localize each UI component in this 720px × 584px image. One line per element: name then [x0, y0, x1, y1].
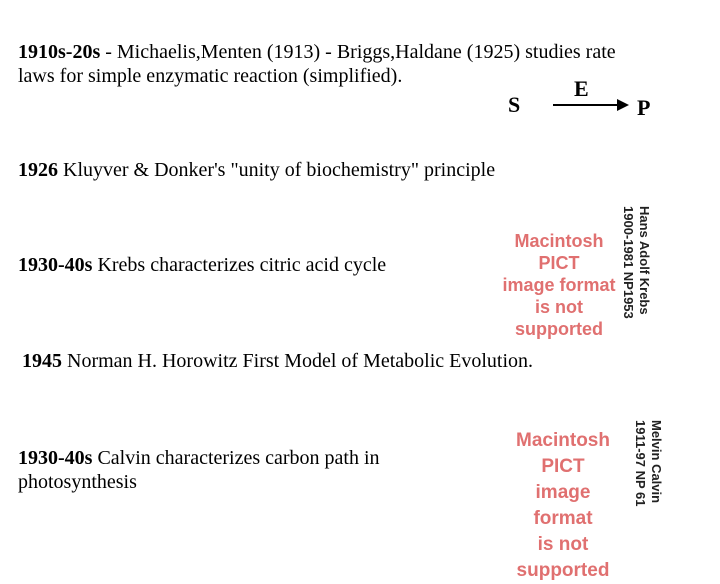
calvin-text: Calvin characterizes carbon path in [92, 447, 380, 469]
kluyver-donker-text: Kluyver & Donker's "unity of biochemistry" principle [58, 159, 496, 181]
caption-name: Hans Adolf Krebs [637, 206, 652, 315]
pict-line: image format [502, 275, 616, 295]
year-1930-40s-krebs: 1930-40s [18, 254, 93, 276]
substrate-label: S [508, 92, 521, 117]
pict-line: Macintosh PICT [516, 430, 610, 477]
history-line-1910s [18, 40, 616, 64]
history-line-krebs [18, 253, 386, 277]
michaelis-menten-text: - Michaelis,Menten (1913) - Briggs,Haldane (1925) studies rate [100, 41, 616, 63]
history-line-1945 [22, 349, 533, 373]
caption-dates: 1911-97 NP 61 [633, 420, 648, 507]
calvin-caption [632, 420, 664, 507]
history-line-calvin [18, 446, 380, 470]
history-line-1910s-cont [18, 64, 402, 88]
caption-dates: 1900-1981 NP1953 [621, 206, 636, 319]
pict-line: Macintosh PICT [514, 231, 604, 273]
krebs-text: Krebs characterizes citric acid cycle [92, 254, 387, 276]
calvin-pict-placeholder [504, 428, 622, 584]
pict-line: is not supported [516, 534, 610, 581]
caption-name: Melvin Calvin [649, 420, 664, 504]
horowitz-text: Norman H. Horowitz First Model of Metabolic Evolution. [62, 350, 534, 372]
year-1930-40s-calvin: 1930-40s [18, 447, 93, 469]
krebs-caption [620, 206, 652, 319]
year-1926: 1926 [18, 159, 58, 181]
reaction-arrow [553, 104, 619, 106]
year-1910s: 1910s-20s [18, 41, 101, 63]
reaction-arrow-head [617, 99, 629, 111]
enzyme-label: E [574, 76, 589, 101]
pict-line: is not supported [515, 297, 603, 339]
history-line-1926 [18, 158, 495, 182]
pict-line: image format [533, 482, 593, 529]
krebs-pict-placeholder [502, 230, 616, 340]
calvin-text-cont: photosynthesis [18, 471, 137, 493]
year-1945: 1945 [22, 350, 62, 372]
michaelis-menten-text-cont: laws for simple enzymatic reaction (simplified). [18, 65, 403, 87]
product-label: P [637, 95, 651, 120]
history-line-calvin-cont [18, 470, 137, 494]
